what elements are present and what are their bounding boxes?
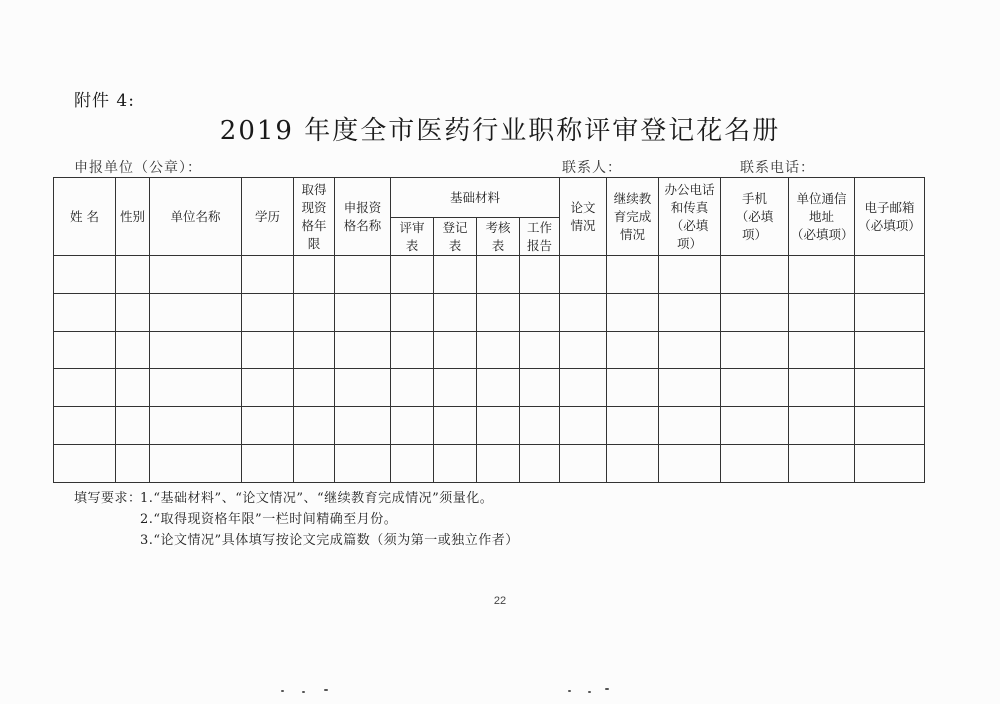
- table-cell: [54, 256, 116, 294]
- table-cell: [116, 331, 150, 369]
- col-header-office-phone-fax: 办公电话 和传真 （必填 项）: [659, 178, 721, 256]
- table-cell: [789, 293, 855, 331]
- table-row: [54, 331, 925, 369]
- table-cell: [335, 369, 391, 407]
- table-cell: [54, 444, 116, 482]
- table-cell: [855, 331, 925, 369]
- table-cell: [242, 444, 294, 482]
- table-cell: [607, 256, 659, 294]
- table-cell: [242, 407, 294, 445]
- table-cell: [434, 256, 477, 294]
- table-cell: [391, 293, 434, 331]
- col-header-unit-name: 单位名称: [150, 178, 242, 256]
- table-row: [54, 293, 925, 331]
- table-cell: [150, 444, 242, 482]
- table-cell: [116, 407, 150, 445]
- col-header-education: 学历: [242, 178, 294, 256]
- registration-roster-table: [53, 177, 925, 483]
- table-cell: [855, 369, 925, 407]
- table-row: [54, 407, 925, 445]
- col-header-review-form: 评审 表: [391, 218, 434, 256]
- table-cell: [434, 293, 477, 331]
- col-header-assessment-form: 考核 表: [477, 218, 520, 256]
- table-cell: [116, 369, 150, 407]
- table-cell: [659, 256, 721, 294]
- col-header-paper-status: 论文 情况: [560, 178, 607, 256]
- scan-speck: [588, 691, 591, 693]
- table-cell: [659, 331, 721, 369]
- table-cell: [520, 331, 560, 369]
- table-body: [54, 256, 925, 483]
- table-cell: [560, 256, 607, 294]
- col-header-gender: 性别: [116, 178, 150, 256]
- table-cell: [789, 256, 855, 294]
- col-header-work-report: 工作 报告: [520, 218, 560, 256]
- table-cell: [659, 444, 721, 482]
- applicant-unit-label: 申报单位（公章）：: [74, 160, 202, 176]
- table-cell: [335, 331, 391, 369]
- table-cell: [721, 256, 789, 294]
- table-cell: [294, 293, 335, 331]
- table-cell: [391, 369, 434, 407]
- table-cell: [520, 444, 560, 482]
- table-cell: [242, 293, 294, 331]
- table-cell: [294, 444, 335, 482]
- table-cell: [242, 256, 294, 294]
- table-cell: [721, 331, 789, 369]
- fill-instructions: [74, 488, 519, 551]
- page-title: 2019 年度全市医药行业职称评审登记花名册: [219, 116, 781, 146]
- table-cell: [150, 407, 242, 445]
- table-cell: [560, 369, 607, 407]
- table-cell: [659, 369, 721, 407]
- table-cell: [294, 256, 335, 294]
- scan-speck: [324, 689, 328, 691]
- col-header-name: 姓 名: [54, 178, 116, 256]
- table-cell: [520, 293, 560, 331]
- scan-speck: [281, 690, 284, 692]
- table-cell: [520, 407, 560, 445]
- table-cell: [150, 256, 242, 294]
- table-cell: [391, 331, 434, 369]
- table-cell: [150, 331, 242, 369]
- table-cell: [560, 407, 607, 445]
- table-cell: [434, 331, 477, 369]
- col-header-unit-address: 单位通信 地址 （必填项）: [789, 178, 855, 256]
- table-cell: [477, 444, 520, 482]
- table-cell: [294, 331, 335, 369]
- table-cell: [659, 293, 721, 331]
- table-cell: [150, 369, 242, 407]
- table-cell: [116, 256, 150, 294]
- table-cell: [391, 256, 434, 294]
- table-cell: [607, 444, 659, 482]
- page-number: 22: [493, 595, 507, 607]
- table-row: [54, 256, 925, 294]
- table-cell: [54, 293, 116, 331]
- table-cell: [855, 293, 925, 331]
- instruction-row: [74, 530, 519, 551]
- table-cell: [607, 293, 659, 331]
- table-row: [54, 444, 925, 482]
- table-cell: [391, 444, 434, 482]
- instruction-item: 1.“基础材料”、“论文情况”、“继续教育完成情况”须量化。: [140, 491, 494, 506]
- table-cell: [54, 369, 116, 407]
- scan-speck: [302, 691, 305, 693]
- col-header-mobile: 手机 （必填 项）: [721, 178, 789, 256]
- col-header-qualification-years: 取得 现资 格年 限: [294, 178, 335, 256]
- table-cell: [434, 407, 477, 445]
- table-cell: [242, 369, 294, 407]
- table-row: [54, 369, 925, 407]
- table-cell: [855, 444, 925, 482]
- instruction-row: [74, 509, 519, 530]
- table-cell: [477, 293, 520, 331]
- table-cell: [335, 256, 391, 294]
- table-cell: [116, 444, 150, 482]
- table-cell: [721, 407, 789, 445]
- table-cell: [54, 331, 116, 369]
- table-cell: [477, 407, 520, 445]
- instruction-item: 2.“取得现资格年限”一栏时间精确至月份。: [140, 512, 398, 527]
- table-cell: [434, 444, 477, 482]
- table-cell: [659, 407, 721, 445]
- col-header-basic-materials: 基础材料: [391, 178, 560, 218]
- table-cell: [855, 256, 925, 294]
- table-cell: [54, 407, 116, 445]
- table-cell: [789, 407, 855, 445]
- table-cell: [477, 369, 520, 407]
- col-header-continuing-education: 继续教 育完成 情况: [607, 178, 659, 256]
- table-cell: [477, 256, 520, 294]
- table-cell: [855, 407, 925, 445]
- instruction-item: 3.“论文情况”具体填写按论文完成篇数（须为第一或独立作者）: [140, 533, 519, 548]
- col-header-email: 电子邮箱 （必填项）: [855, 178, 925, 256]
- table-cell: [721, 293, 789, 331]
- table-cell: [607, 331, 659, 369]
- instructions-lead: 填写要求：: [74, 491, 142, 506]
- table-cell: [434, 369, 477, 407]
- instruction-row: [74, 488, 519, 509]
- table-cell: [789, 331, 855, 369]
- table-cell: [520, 369, 560, 407]
- table-cell: [391, 407, 434, 445]
- table-cell: [721, 444, 789, 482]
- table-cell: [560, 331, 607, 369]
- table-cell: [294, 407, 335, 445]
- table-cell: [335, 293, 391, 331]
- table-cell: [560, 444, 607, 482]
- table-cell: [477, 331, 520, 369]
- table-cell: [520, 256, 560, 294]
- table-cell: [607, 369, 659, 407]
- table-cell: [607, 407, 659, 445]
- table-cell: [335, 407, 391, 445]
- col-header-register-form: 登记 表: [434, 218, 477, 256]
- scan-speck: [568, 690, 571, 692]
- table-cell: [242, 331, 294, 369]
- table-cell: [789, 444, 855, 482]
- scan-speck: [605, 688, 609, 690]
- col-header-applied-title: 申报资 格名称: [335, 178, 391, 256]
- contact-phone-label: 联系电话：: [740, 160, 815, 176]
- contact-person-label: 联系人：: [562, 160, 622, 176]
- table-cell: [721, 369, 789, 407]
- table-cell: [789, 369, 855, 407]
- table-cell: [335, 444, 391, 482]
- table-cell: [294, 369, 335, 407]
- table-header-row: [54, 178, 925, 218]
- table-cell: [116, 293, 150, 331]
- table-cell: [150, 293, 242, 331]
- table-cell: [560, 293, 607, 331]
- attachment-label: 附件 4:: [74, 91, 135, 111]
